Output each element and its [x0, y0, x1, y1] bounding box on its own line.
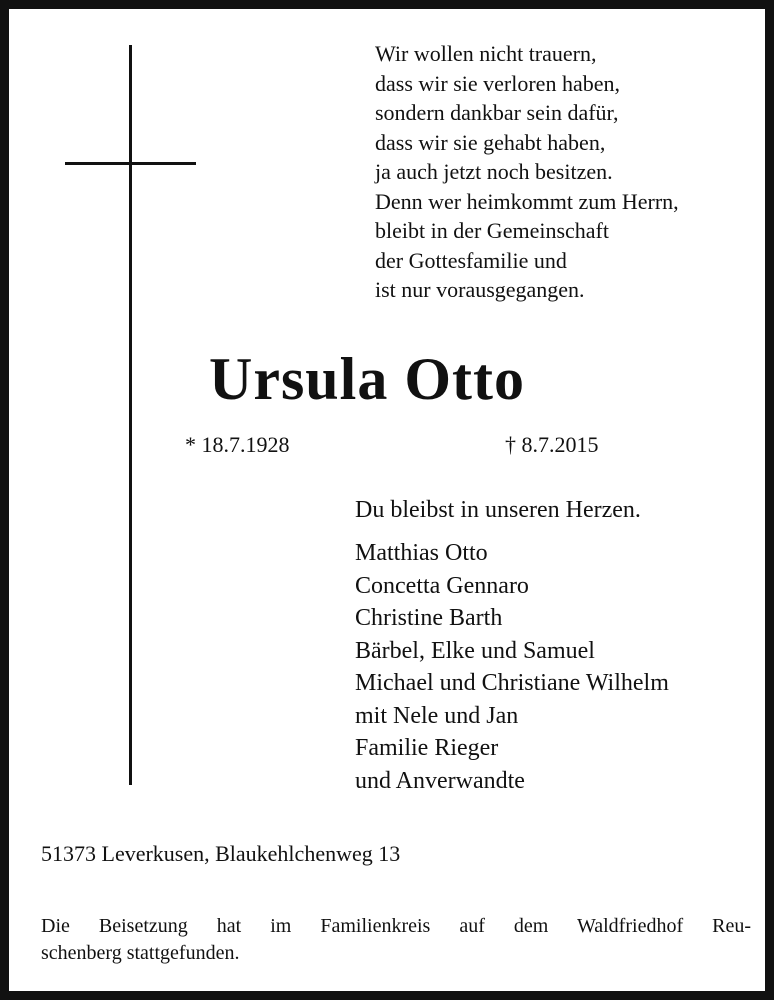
- poem-line: sondern dankbar sein dafür,: [375, 100, 619, 125]
- mourner-name: Concetta Gennaro: [355, 572, 529, 599]
- poem-line: ist nur vorausgegangen.: [375, 277, 585, 302]
- mourner-name: mit Nele und Jan: [355, 702, 519, 729]
- mourner-name: Bärbel, Elke und Samuel: [355, 637, 595, 664]
- family-address: 51373 Leverkusen, Blaukehlchenweg 13: [41, 841, 401, 866]
- burial-notice-line: schenberg stattgefunden.: [41, 942, 240, 964]
- mourner-name: Michael und Christiane Wilhelm: [355, 670, 669, 696]
- mourner-name: und Anverwandte: [355, 767, 525, 794]
- cross-vertical-bar: [129, 45, 132, 785]
- burial-notice: [41, 913, 751, 967]
- cross-horizontal-bar: [65, 162, 196, 165]
- mourner-name: Christine Barth: [355, 605, 503, 631]
- poem-line: ja auch jetzt noch besitzen.: [375, 159, 613, 184]
- poem-line: bleibt in der Gemeinschaft: [375, 218, 609, 243]
- death-date: † 8.7.2015: [505, 432, 599, 457]
- birth-date: * 18.7.1928: [185, 432, 290, 457]
- burial-notice-line: Die Beisetzung hat im Familienkreis auf dem Waldfriedhof Reu-: [41, 915, 751, 937]
- poem-line: der Gottesfamilie und: [375, 247, 567, 273]
- poem-line: Denn wer heimkommt zum Herrn,: [375, 188, 679, 214]
- poem-line: dass wir sie gehabt haben,: [375, 129, 606, 155]
- farewell-line: Du bleibst in unseren Herzen.: [355, 497, 641, 523]
- mourner-name: Familie Rieger: [355, 735, 499, 761]
- poem-line: dass wir sie verloren haben,: [375, 70, 620, 96]
- mourner-name: Matthias Otto: [355, 540, 488, 566]
- mourners-list: [355, 537, 669, 797]
- poem-line: Wir wollen nicht trauern,: [375, 41, 597, 66]
- poem: [375, 39, 679, 305]
- deceased-name: Ursula Otto: [209, 346, 525, 412]
